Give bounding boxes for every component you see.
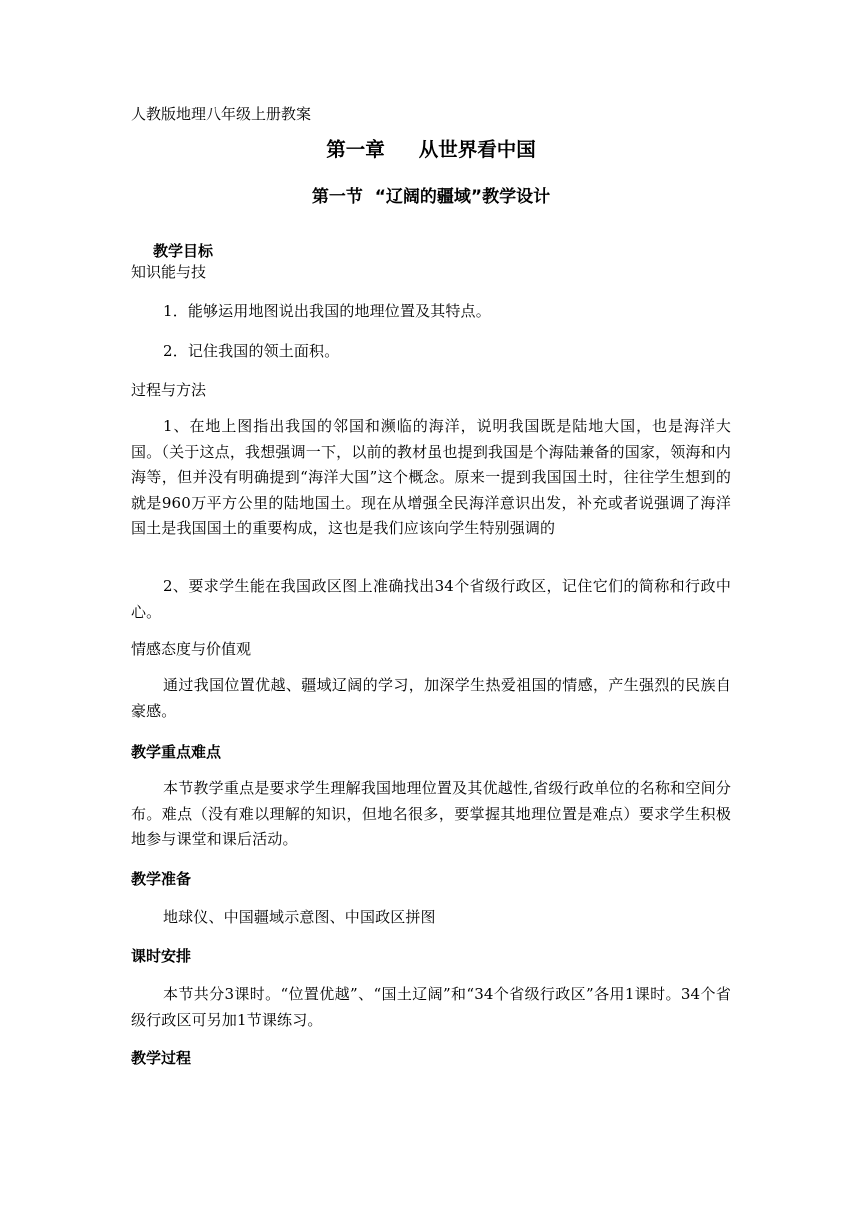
attitude-heading: 情感态度与价值观: [131, 640, 252, 658]
chapter-title: 第一章 从世界看中国: [326, 138, 536, 161]
process-item: 1、在地上图指出我国的邻国和濒临的海洋，说明我国既是陆地大国，也是海洋大国。（关于这点，我想强调一下，以前的教材虽也提到我国是个海陆兼备的国家，领海和内海等，但并没有明确提到“海洋大国”这个概念。原来一提到我国国土时，往往学生想到的就是960万平方公里的陆地国土。现在从增强全民海洋意识出发，补充或者说强调了海洋国土是我国国土的重要构成，这也是我们应该向学生特别强调的: [131, 417, 731, 537]
knowledge-item: 1．能够运用地图说出我国的地理位置及其特点。: [163, 302, 491, 320]
preparation-heading: 教学准备: [131, 870, 192, 888]
schedule-heading: 课时安排: [131, 947, 192, 965]
objectives-heading: 教学目标: [153, 242, 214, 260]
schedule-text: 本节共分3课时。“位置优越”、“国土辽阔”和“34个省级行政区”各用1课时。34个省级行政区可另加1节课练习。: [131, 985, 731, 1029]
section-title: 第一节 “辽阔的疆域”教学设计: [311, 187, 551, 207]
key-points-heading: 教学重点难点: [131, 743, 222, 761]
process-item: 2、要求学生能在我国政区图上准确找出34个省级行政区，记住它们的简称和行政中心。: [131, 577, 731, 621]
preparation-text: 地球仪、中国疆域示意图、中国政区拼图: [163, 908, 436, 926]
key-points-text: 本节教学重点是要求学生理解我国地理位置及其优越性,省级行政单位的名称和空间分布。难点（没有难以理解的知识，但地名很多，要掌握其地理位置是难点）要求学生积极地参与课堂和课后活动。: [131, 779, 731, 848]
knowledge-item: 2．记住我国的领土面积。: [163, 342, 340, 360]
header-line: 人教版地理八年级上册教案: [131, 105, 312, 123]
attitude-text: 通过我国位置优越、疆域辽阔的学习，加深学生热爱祖国的情感，产生强烈的民族自豪感。: [131, 676, 731, 720]
process-heading: 过程与方法: [131, 381, 207, 399]
process-section-heading: 教学过程: [131, 1049, 192, 1067]
knowledge-heading: 知识能与技: [131, 263, 207, 281]
